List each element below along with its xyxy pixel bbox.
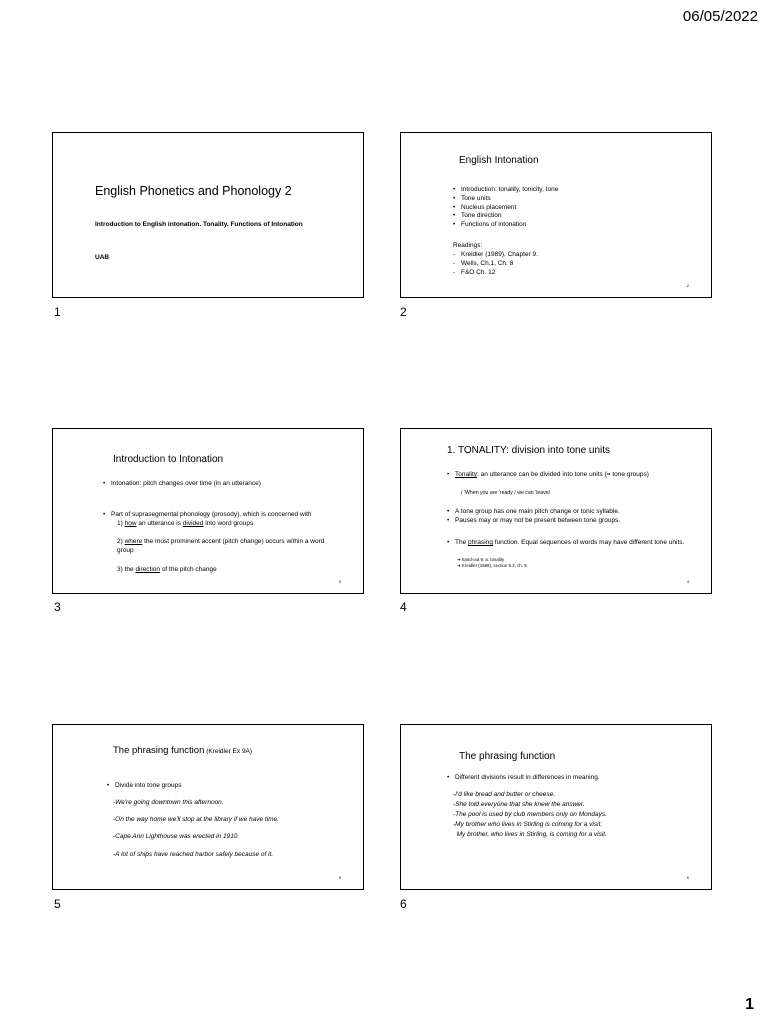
slide-title: Introduction to Intonation [113, 454, 224, 465]
slide-title: The phrasing function [459, 751, 556, 762]
example-sentence: -Cape Ann Lighthouse was erected in 1910. [113, 833, 240, 840]
arrow-right-icon: ➔ [457, 563, 461, 568]
list-item: • Tone units [453, 195, 693, 204]
example-sentence: -We're going downtown this afternoon. [113, 799, 224, 806]
list-item: 2) where the most prominent accent (pitch change) occurs within a word group [117, 538, 325, 554]
list-item: - Wells, Ch.1, Ch. 8 [453, 260, 693, 269]
example-sentence: -On the way home we'll stop at the library if we have time. [113, 816, 279, 823]
slide-4 [400, 428, 712, 594]
readings-title: Readings: [453, 242, 483, 249]
bullet-list [447, 508, 703, 526]
slide-subtitle: Introduction to English intonation. Tonality. Functions of Intonation [95, 221, 303, 228]
list-item: • Different divisions result in differences in meaning. [447, 774, 703, 783]
document-date: 06/05/2022 [682, 8, 758, 25]
slide-2 [400, 132, 712, 298]
list-item: • Tonality: an utterance can be divided into tone units (= tone groups) [447, 471, 703, 480]
bullet-list [447, 471, 703, 480]
slide-5 [52, 724, 364, 890]
bullet-list [447, 774, 703, 783]
example-sentence: -She told everyone that she knew the answer. [453, 801, 585, 808]
bullet-list [103, 480, 343, 489]
list-item: • Nucleus placement [453, 204, 693, 213]
slide-1 [52, 132, 364, 298]
bullet-list [447, 539, 703, 548]
slide-3 [52, 428, 364, 594]
topic-list [453, 186, 693, 230]
bullet-list [103, 511, 343, 520]
list-item: • The phrasing function. Equal sequences of words may have different tone units. [447, 539, 703, 548]
list-item: • Introduction: tonality, tonicity, tone [453, 186, 693, 195]
slide-title: 1. TONALITY: division into tone units [447, 445, 611, 456]
slide-label: 3 [54, 600, 61, 614]
slide-label: 1 [54, 305, 61, 319]
page-number: 1 [745, 996, 754, 1013]
slide-number: 5 [338, 874, 341, 880]
example-sentence: -I'd like bread and butter or cheese. [453, 791, 556, 798]
organization-label: UAB [95, 254, 110, 261]
example-sentence: My brother, who lives in Stirling, is coming for a visit. [453, 831, 607, 838]
list-item: • Functions of intonation [453, 221, 693, 230]
list-item: - Kreidler (1989), Chapter 9. [453, 251, 693, 260]
slide-number: 2 [686, 282, 689, 288]
example-utterance: / ‘When you are ‘ready / we can ‘leave/ [461, 490, 551, 496]
list-item: • Intonation: pitch changes over time (in an utterance) [103, 480, 343, 489]
slide-number: 3 [338, 578, 341, 584]
slide-title: The phrasing function (Kreidler Ex 9A) [113, 745, 253, 756]
example-sentence: -The pool is used by club members only on Mondays. [453, 811, 607, 818]
slide-label: 2 [400, 305, 407, 319]
bullet-list [107, 782, 347, 791]
slide-6 [400, 724, 712, 890]
slide-label: 4 [400, 600, 407, 614]
list-item: • Divide into tone groups [107, 782, 347, 791]
slide-label: 5 [54, 897, 61, 911]
list-item: 1) how an utterance is divided into word groups [117, 520, 254, 527]
list-item: • Pauses may or may not be present between tone groups. [447, 517, 703, 526]
list-item: • A tone group has one main pitch change or tonic syllable. [447, 508, 703, 517]
slide-number: 4 [686, 578, 689, 584]
example-sentence: -My brother who lives in Stirling is coming for a visit. [453, 821, 603, 828]
readings-list [453, 251, 693, 277]
list-item: 3) the direction of the pitch change [117, 566, 217, 573]
list-item: • Tone direction [453, 212, 693, 221]
reference-note: ➔ Kreidler (1989), section 9.2, ch. 9 [457, 563, 527, 568]
list-item: - F&O Ch. 12 [453, 269, 693, 278]
slide-number: 6 [686, 874, 689, 880]
reference-note: ➔ hand-out 9: a. tonality [457, 557, 505, 562]
slide-label: 6 [400, 897, 407, 911]
arrow-right-icon: ➔ [457, 557, 461, 562]
slide-title: English Intonation [459, 155, 539, 166]
list-item: • Part of suprasegmental phonology (prosody), which is concerned with [103, 511, 343, 520]
example-sentence: -A lot of ships have reached harbor safely because of it. [113, 851, 274, 858]
slide-title: English Phonetics and Phonology 2 [95, 184, 292, 198]
